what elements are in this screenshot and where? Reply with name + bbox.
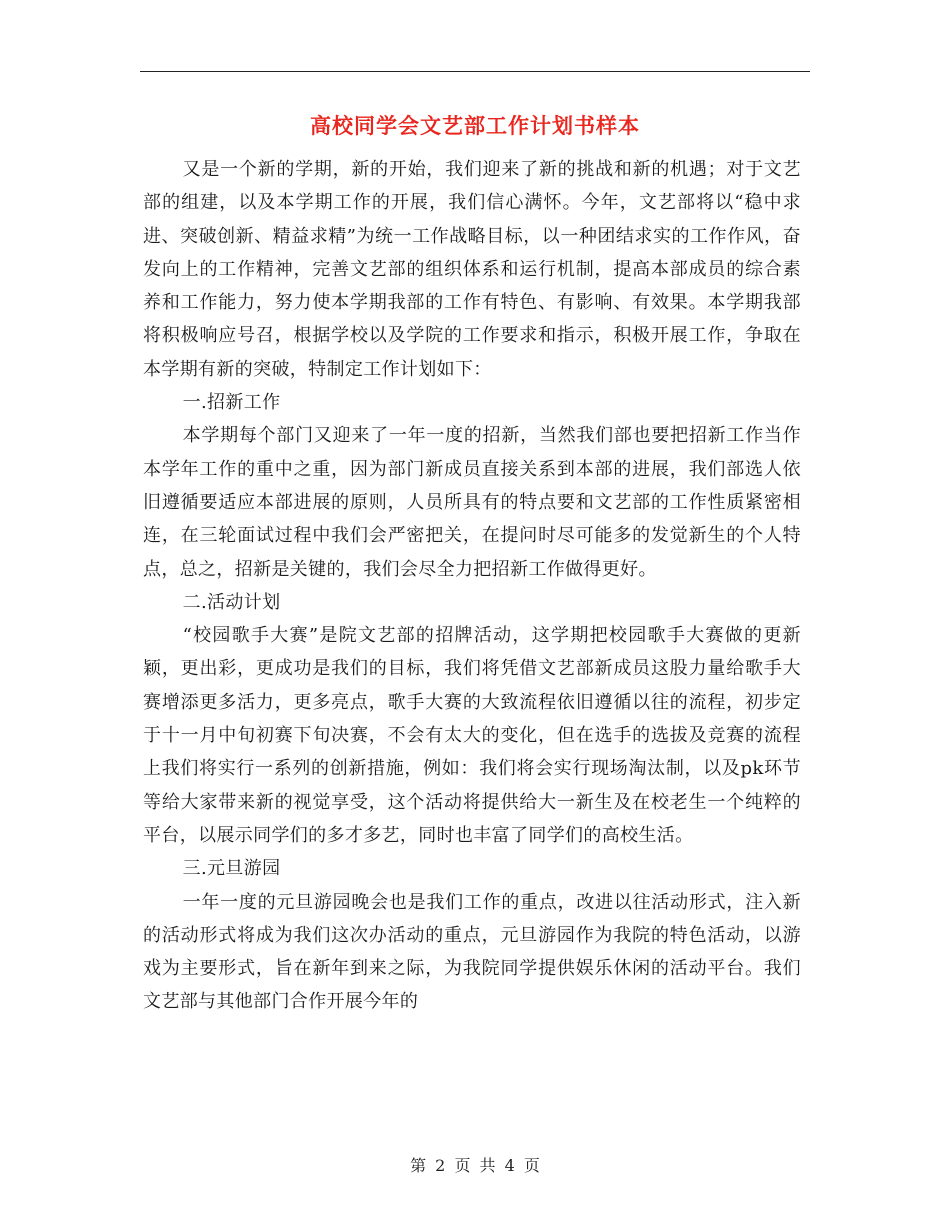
new-year-fair-paragraph: 一年一度的元旦游园晚会也是我们工作的重点，改进以往活动形式，注入新的活动形式将成为我们这次办活动的重点，元旦游园作为我院的特色活动，以游戏为主要形式，旨在新年到来之际，为我院同学提供娱乐休闲的活动平台。我们文艺部与其他部门合作开展今年的 (143, 891, 801, 1013)
intro-paragraph: 又是一个新的学期，新的开始，我们迎来了新的挑战和新的机遇；对于文艺部的组建，以及本学期工作的开展，我们信心满怀。今年，文艺部将以“稳中求进、突破创新、精益求精”为统一工作战略目标，以一种团结求实的工作作风，奋发向上的工作精神，完善文艺部的组织体系和运行机制，提高本部成员的综合素养和工作能力，努力使本学期我部的工作有特色、有影响、有效果。本学期我部将积极响应号召，根据学校以及学院的工作要求和指示，积极开展工作，争取在本学期有新的突破，特制定工作计划如下： (143, 159, 801, 380)
document-body (143, 153, 801, 1019)
header-rule (140, 71, 810, 72)
section-heading-recruitment: 一.招新工作 (182, 392, 281, 414)
document-title: 高校同学会文艺部工作计划书样本 (310, 113, 640, 138)
activity-plan-paragraph: “校园歌手大赛”是院文艺部的招牌活动，这学期把校园歌手大赛做的更新颖，更出彩，更成功是我们的目标，我们将凭借文艺部新成员这股力量给歌手大赛增添更多活力，更多亮点，歌手大赛的大致流程依旧遵循以往的流程，初步定于十一月中旬初赛下旬决赛，不会有太大的变化，但在选手的选拔及竞赛的流程上我们将实行一系列的创新措施，例如：我们将会实行现场淘汰制，以及pk环节等给大家带来新的视觉享受，这个活动将提供给大一新生及在校老生一个纯粹的平台，以展示同学们的多才多艺，同时也丰富了同学们的高校生活。 (143, 625, 801, 846)
page-number-footer: 第 2 页 共 4 页 (410, 1156, 540, 1175)
recruitment-paragraph: 本学期每个部门又迎来了一年一度的招新，当然我们部也要把招新工作当作本学年工作的重中之重，因为部门新成员直接关系到本部的进展，我们部选人依旧遵循要适应本部进展的原则，人员所具有的特点要和文艺部的工作性质紧密相连，在三轮面试过程中我们会严密把关，在提问时尽可能多的发觉新生的个人特点，总之，招新是关键的，我们会尽全力把招新工作做得更好。 (143, 425, 801, 580)
section-heading-new-year-fair: 三.元旦游园 (182, 858, 281, 880)
section-heading-activity-plan: 二.活动计划 (182, 591, 281, 613)
